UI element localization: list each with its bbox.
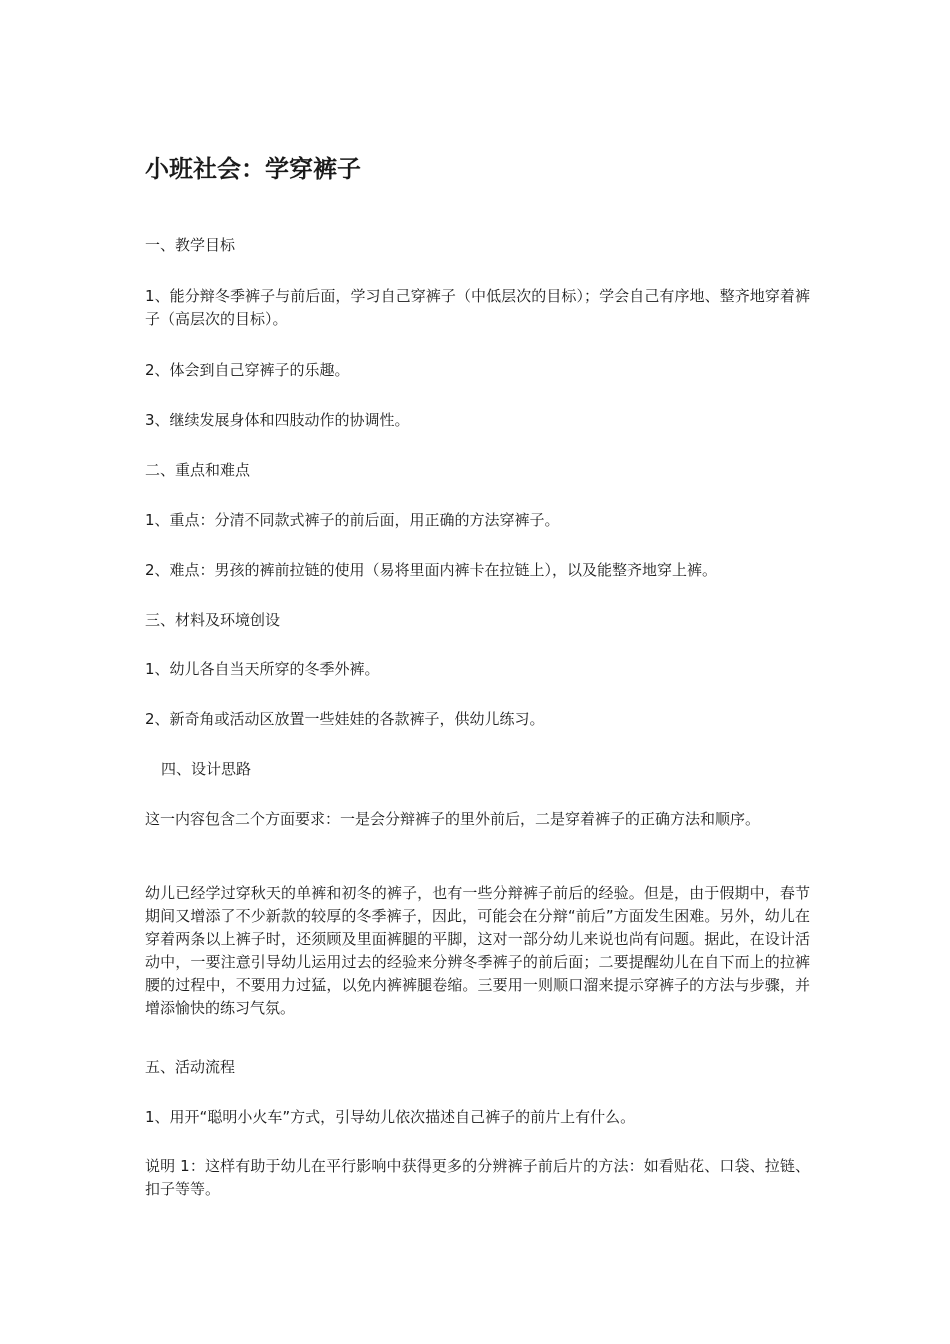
section-heading-flow: 五、活动流程: [145, 1058, 236, 1076]
section-heading-materials: 三、材料及环境创设: [145, 611, 281, 629]
paragraph-material-1: 1、幼儿各自当天所穿的冬季外裤。: [145, 660, 380, 678]
section-heading-key-points: 二、重点和难点: [145, 461, 251, 479]
paragraph-design-1: 这一内容包含二个方面要求：一是会分辩裤子的里外前后，二是穿着裤子的正确方法和顺序。: [145, 810, 761, 828]
document-title: 小班社会：学穿裤子: [145, 155, 361, 183]
paragraph-difficulty: 2、难点：男孩的裤前拉链的使用（易将里面内裤卡在拉链上），以及能整齐地穿上裤。: [145, 561, 718, 579]
paragraph-material-2: 2、新奇角或活动区放置一些娃娃的各款裤子，供幼儿练习。: [145, 710, 545, 728]
paragraph-note-1: 说明 1：这样有助于幼儿在平行影响中获得更多的分辨裤子前后片的方法：如看贴花、口袋、拉链、扣子等等。: [145, 1157, 810, 1198]
paragraph-objective-1: 1、能分辩冬季裤子与前后面，学习自己穿裤子（中低层次的目标）；学会自己有序地、整齐地穿着裤子（高层次的目标）。: [145, 287, 810, 328]
paragraph-objective-3: 3、继续发展身体和四肢动作的协调性。: [145, 411, 410, 429]
paragraph-design-2: 幼儿已经学过穿秋天的单裤和初冬的裤子，也有一些分辩裤子前后的经验。但是，由于假期中，春节期间又增添了不少新款的较厚的冬季裤子，因此，可能会在分辩“前后”方面发生困难。另外，幼儿在穿着两条以上裤子时，还须顾及里面裤腿的平脚，这对一部分幼儿来说也尚有问题。据此，在设计活动中，一要注意引导幼儿运用过去的经验来分辨冬季裤子的前后面；二要提醒幼儿在自下而上的拉裤腰的过程中，不要用力过猛，以免内裤裤腿卷缩。三要用一则顺口溜来提示穿裤子的方法与步骤，并增添愉快的练习气氛。: [145, 884, 810, 1017]
section-heading-design: 四、设计思路: [161, 760, 252, 778]
section-heading-objectives: 一、教学目标: [145, 236, 236, 254]
paragraph-objective-2: 2、体会到自己穿裤子的乐趣。: [145, 361, 350, 379]
paragraph-flow-1: 1、用开“聪明小火车”方式，引导幼儿依次描述自己裤子的前片上有什么。: [145, 1108, 636, 1126]
paragraph-key-point: 1、重点：分清不同款式裤子的前后面，用正确的方法穿裤子。: [145, 511, 560, 529]
